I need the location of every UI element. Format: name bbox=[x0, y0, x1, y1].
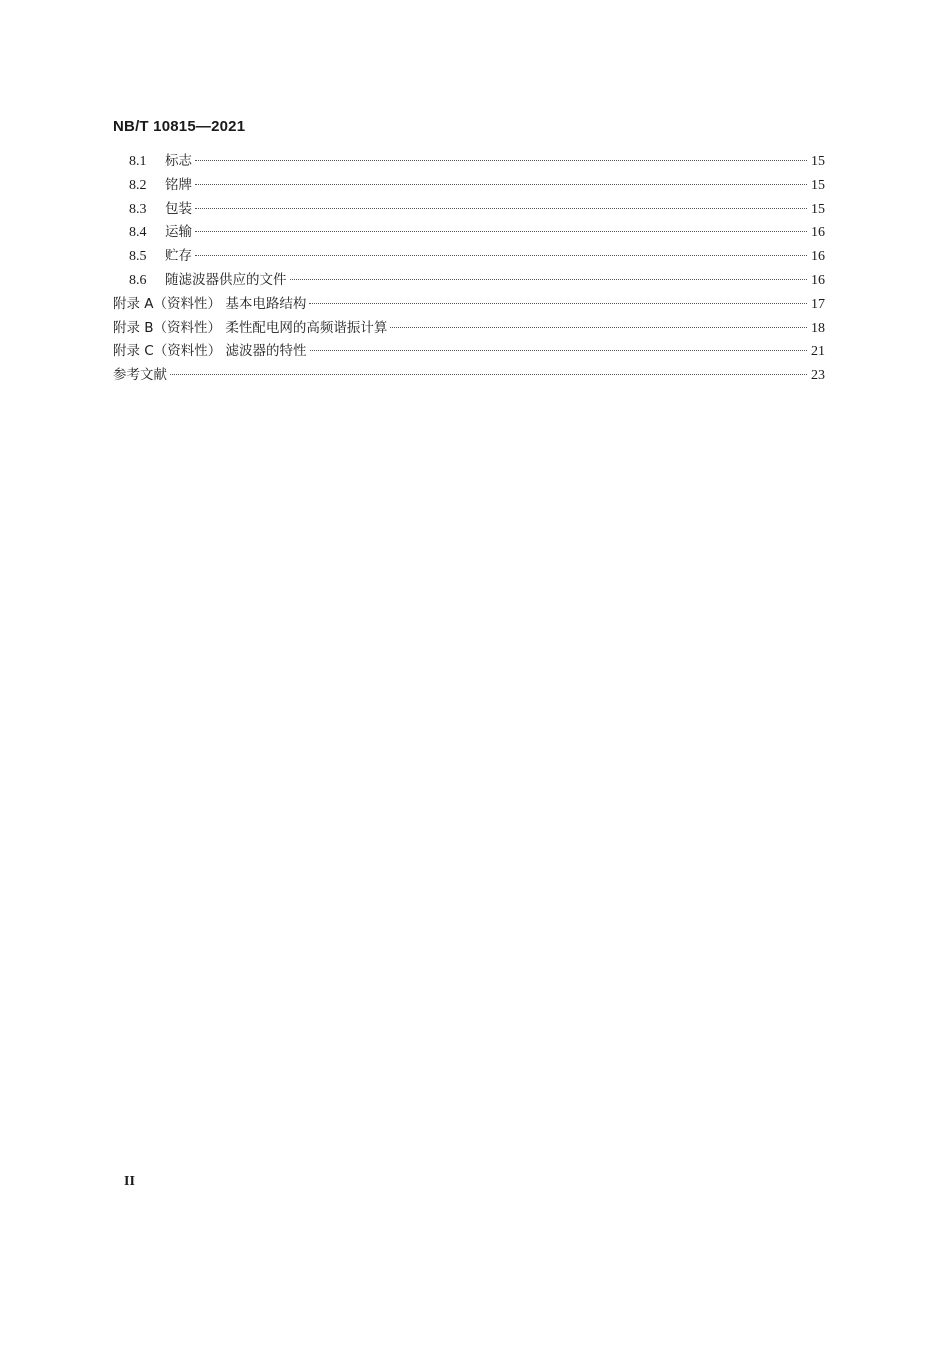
toc-entry-title: 附录 A（资料性） 基本电路结构 bbox=[113, 295, 307, 312]
toc-entry-8-3[interactable] bbox=[113, 198, 825, 222]
toc-entry-page: 18 bbox=[811, 320, 825, 336]
toc-leader-dots bbox=[195, 255, 807, 256]
toc-entry-title: 随滤波器供应的文件 bbox=[165, 271, 287, 288]
toc-entry-8-6[interactable] bbox=[113, 269, 825, 293]
toc-leader-dots bbox=[195, 160, 807, 161]
toc-entry-title: 参考文献 bbox=[113, 367, 167, 384]
toc-entry-number: 8.4 bbox=[129, 225, 147, 241]
toc-entry-title: 附录 C（资料性） 滤波器的特性 bbox=[113, 343, 307, 360]
toc-entry-page: 16 bbox=[811, 225, 825, 241]
toc-entry-page: 15 bbox=[811, 177, 825, 193]
toc-entry-title: 铭牌 bbox=[165, 176, 192, 193]
toc-entry-appendix-a[interactable] bbox=[113, 293, 825, 317]
toc-entry-title: 包装 bbox=[165, 200, 192, 217]
toc-leader-dots bbox=[195, 184, 807, 185]
toc-entry-appendix-c[interactable] bbox=[113, 340, 825, 364]
toc-entry-number: 8.3 bbox=[129, 201, 147, 217]
table-of-contents bbox=[113, 150, 825, 388]
toc-leader-dots bbox=[309, 303, 807, 304]
toc-entry-number: 8.5 bbox=[129, 249, 147, 265]
toc-entry-bibliography[interactable] bbox=[113, 364, 825, 388]
toc-entry-number: 8.6 bbox=[129, 272, 147, 288]
toc-entry-title: 标志 bbox=[165, 153, 192, 169]
toc-entry-page: 16 bbox=[811, 272, 825, 288]
toc-entry-number: 8.2 bbox=[129, 177, 147, 193]
toc-entry-8-5[interactable] bbox=[113, 245, 825, 269]
toc-leader-dots bbox=[390, 327, 807, 328]
toc-entry-8-1[interactable] bbox=[113, 150, 825, 174]
toc-entry-title: 附录 B（资料性） 柔性配电网的高频谐振计算 bbox=[113, 319, 388, 336]
toc-entry-page: 23 bbox=[811, 368, 825, 384]
toc-entry-page: 21 bbox=[811, 344, 825, 360]
toc-leader-dots bbox=[195, 231, 807, 232]
toc-entry-8-4[interactable] bbox=[113, 221, 825, 245]
toc-entry-page: 15 bbox=[811, 201, 825, 217]
toc-entry-appendix-b[interactable] bbox=[113, 317, 825, 341]
toc-entry-page: 17 bbox=[811, 296, 825, 312]
toc-entry-page: 16 bbox=[811, 249, 825, 265]
toc-entry-number: 8.1 bbox=[129, 154, 147, 169]
toc-entry-page: 15 bbox=[811, 154, 825, 169]
toc-leader-dots bbox=[195, 208, 807, 209]
toc-leader-dots bbox=[170, 374, 807, 375]
toc-leader-dots bbox=[290, 279, 808, 280]
toc-leader-dots bbox=[310, 350, 807, 351]
document-number: NB/T 10815—2021 bbox=[113, 118, 246, 135]
page-number: II bbox=[124, 1174, 135, 1189]
toc-entry-8-2[interactable] bbox=[113, 174, 825, 198]
toc-entry-title: 贮存 bbox=[165, 248, 192, 265]
toc-entry-title: 运输 bbox=[165, 224, 192, 241]
